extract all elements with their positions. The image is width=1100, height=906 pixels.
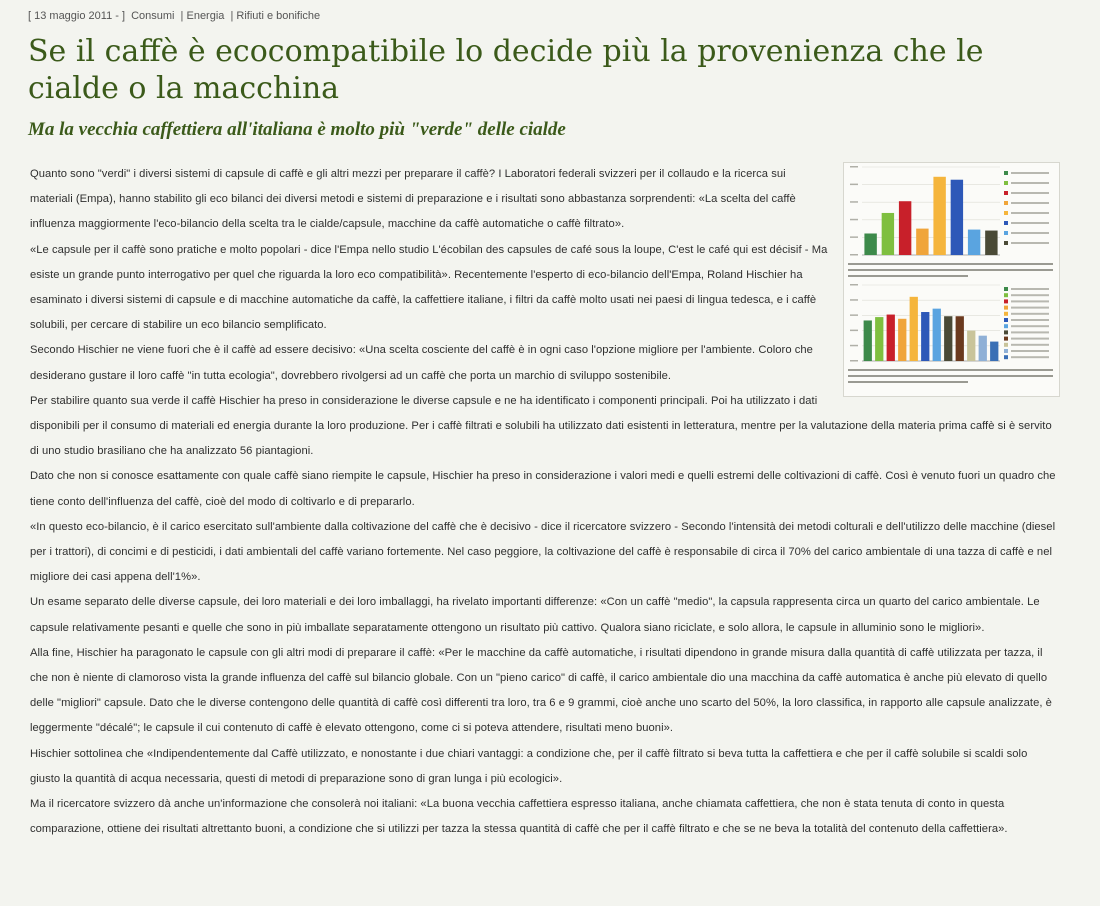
article-figure (843, 162, 1060, 397)
legend-swatch (1004, 231, 1008, 235)
paragraph: Hischier sottolinea che «Indipendentemente dal Caffè utilizzato, e nonostante i due chiari vantaggi: a condizione che, per il caffè filtrato si beva tutta la caffettiera e che per il caffè solubile si scaldi solo giusto la quantità di acqua necessaria, questi di metodi di preparazione sono di gran lunga i più ecologici». (30, 747, 1028, 785)
chart-bar (887, 315, 895, 361)
legend-swatch (1004, 306, 1008, 310)
legend-entry (1011, 344, 1049, 346)
chart-bar (899, 201, 911, 255)
chart-bar (968, 230, 980, 255)
category-link[interactable]: Consumi (131, 10, 175, 22)
legend-entry (1011, 319, 1049, 321)
legend-entry (1011, 242, 1049, 244)
paragraph: «Le capsule per il caffè sono pratiche e molto popolari - dice l'Empa nello studio L'écobilan des capsules de café sous la loupe, C'est le café qui est décisif - Ma esiste un grande punto interrogativo per quel che riguarda la loro eco compatibilità». Recentemente l'esperto di eco-bilancio dell'Empa, Roland Hischier ha esaminato i diversi sistemi di capsule e di macchine automatiche da caffè, la caffettiere italiane, i filtri da caffè molto usati nei paesi di lingua tedesca, e i caffè solubili, per cercare di stabilire un eco bilancio semplificato. (30, 243, 828, 332)
legend-swatch (1004, 337, 1008, 341)
legend-swatch (1004, 330, 1008, 334)
legend-entry (1011, 325, 1049, 327)
paragraph: Secondo Hischier ne viene fuori che è il caffè ad essere decisivo: «Una scelta cosciente del caffè è in ogni caso l'opzione migliore per l'ambiente. Coloro che desiderano gustare il loro caffè "in tutta ecologia", dovrebbero rivolgersi ad un caffè che porta un marchio di sviluppo sostenibile. (30, 344, 813, 382)
article-body (30, 162, 1060, 842)
legend-swatch (1004, 201, 1008, 205)
paragraph: «In questo eco-bilancio, è il carico esercitato sull'ambiente dalla coltivazione del caffè che è decisivo - dice il ricercatore svizzero - Secondo l'intensità dei metodi colturali e dell'utilizzo delle macchine (diesel per i trattori), di concimi e di pesticidi, i dati ambientali del caffè variano fortemente. Nel caso peggiore, la coltivazione del caffè è responsabile di circa il 70% del carico ambientale di una tazza di caffè e nel migliore dei casi appena dell'1%». (30, 520, 1056, 584)
chart-bar (882, 213, 894, 255)
paragraph: Dato che non si conosce esattamente con quale caffè siano riempite le capsule, Hischier ha preso in considerazione i valori medi e quelli estremi delle coltivazioni di caffè. Così è venuto fuori un quadro che tiene conto dell'influenza del caffè, cioè del modo di coltivarlo e di prepararlo. (30, 470, 1056, 508)
chart-bar (967, 331, 975, 361)
figure-caption-line (848, 369, 1053, 371)
y-tick-label (850, 219, 858, 221)
legend-swatch (1004, 287, 1008, 291)
legend-entry (1011, 331, 1049, 333)
chart-bar (916, 229, 928, 255)
legend-entry (1011, 222, 1049, 224)
chart-bar (979, 336, 987, 361)
figure-caption-line (848, 269, 1053, 271)
legend-entry (1011, 212, 1049, 214)
y-tick-label (850, 236, 858, 238)
legend-entry (1011, 192, 1049, 194)
chart-bar (951, 180, 963, 255)
paragraph: Per stabilire quanto sua verde il caffè Hischier ha preso in considerazione le diverse capsule e ne ha identificato i componenti principali. Poi ha utilizzato i dati disponibili per il consumo di materiali ed energia durante la loro produzione. Per i caffè filtrati e solubili ha utilizzato dati esistenti in letteratura, mentre per la valutazione della materia prima caffè si è servito di uno studio brasiliano che ha analizzato 56 piantagioni. (30, 394, 1052, 458)
legend-swatch (1004, 241, 1008, 245)
legend-entry (1011, 307, 1049, 309)
article-meta: [ 13 maggio 2011 - ] Consumi | Energia | Rifiuti e bonifiche (28, 10, 321, 22)
category-link[interactable]: Rifiuti e bonifiche (236, 10, 321, 22)
legend-entry (1011, 232, 1049, 234)
paragraph: Ma il ricercatore svizzero dà anche un'informazione che consolerà noi italiani: «La buona vecchia caffettiera espresso italiana, anche chiamata caffettiera, che non è stata tenuta di conto in questa comparazione, ottiene dei risultati altrettanto buoni, a condizione che si utilizzi per tazza la stessa quantità di caffè che per il caffè filtrato e che se ne beva la totalità del contenuto della caffettiera». (30, 798, 1008, 836)
legend-swatch (1004, 299, 1008, 303)
paragraph: Quanto sono "verdi" i diversi sistemi di capsule di caffè e gli altri mezzi per preparare il caffè? I Laboratori federali svizzeri per il collaudo e la ricerca sui materiali (Empa), hanno stabilito gli eco bilanci dei diversi metodi e sistemi di preparazione e i risultati sono abbastanza sorprendenti: «La scelta del caffè influenza maggiormente l'eco-bilancio della scelta tra le cialde/capsule, macchine da caffè automatiche o caffè filtrato». (30, 168, 796, 231)
y-tick-label (850, 345, 858, 347)
paragraph: Un esame separato delle diverse capsule, dei loro materiali e dei loro imballaggi, ha rivelato importanti differenze: «Con un caffè "medio", la capsula rappresenta circa un quarto del carico ambientale. Le capsule relativamente pesanti e quelle che sono in più imballate separatamente ottengono un risultato più cattivo. Qualora siano riciclate, e solo allora, le capsule in alluminio sono le migliori». (30, 596, 1040, 634)
chart-bar (933, 177, 945, 255)
chart-bar (990, 342, 998, 361)
legend-swatch (1004, 324, 1008, 328)
legend-entry (1011, 313, 1049, 315)
legend-swatch (1004, 349, 1008, 353)
legend-entry (1011, 172, 1049, 174)
y-tick-label (850, 184, 858, 186)
chart-bar (956, 316, 964, 361)
figure-caption-line (848, 263, 1053, 265)
legend-swatch (1004, 312, 1008, 316)
y-tick-label (850, 360, 858, 362)
chart-bar (933, 309, 941, 361)
legend-swatch (1004, 221, 1008, 225)
legend-swatch (1004, 293, 1008, 297)
y-tick-label (850, 314, 858, 316)
figure-caption-line (848, 275, 968, 277)
legend-swatch (1004, 318, 1008, 322)
article-date: [ 13 maggio 2011 - ] (28, 10, 126, 22)
y-tick-label (850, 201, 858, 203)
figure-charts (844, 163, 1059, 396)
chart-bar (944, 316, 952, 361)
chart-bar (921, 312, 929, 361)
legend-entry (1011, 288, 1049, 290)
article-title: Se il caffè è ecocompatibile lo decide più la provenienza che le cialde o la macchina (28, 34, 984, 106)
y-tick-label (850, 254, 858, 256)
chart-bar (985, 231, 997, 255)
legend-entry (1011, 202, 1049, 204)
legend-entry (1011, 356, 1049, 358)
figure-caption-line (848, 381, 968, 383)
legend-swatch (1004, 343, 1008, 347)
legend-entry (1011, 300, 1049, 302)
legend-entry (1011, 350, 1049, 352)
chart-bar (898, 319, 906, 361)
legend-swatch (1004, 211, 1008, 215)
figure-caption-line (848, 375, 1053, 377)
paragraph: Alla fine, Hischier ha paragonato le capsule con gli altri modi di preparare il caffè: «Per le macchine da caffè automatiche, i risultati dipendono in grande misura dalla quantità di caffè utilizzata per tazza, il che non è niente di clamoroso vista la grande influenza del caffè sul bilancio globale. Con un "pieno carico" di caffè, il carico ambientale dio una macchina da caffè automatica è anche più elevato di quello delle "migliori" capsule. Dato che le diverse contengono delle quantità di caffè così differenti tra loro, tra 6 e 9 grammi, cioè anche uno scarto del 50%, la loro classifica, in rapporto alle capsule analizzate, è leggermente "décalé"; le capsule il cui contenuto di caffè è elevato ottengono, come ci si poteva attendere, risultati meno buoni». (30, 646, 1052, 735)
category-link[interactable]: Energia (186, 10, 225, 22)
legend-entry (1011, 182, 1049, 184)
chart-bar (864, 320, 872, 361)
y-tick-label (850, 166, 858, 168)
legend-swatch (1004, 171, 1008, 175)
legend-entry (1011, 294, 1049, 296)
legend-swatch (1004, 191, 1008, 195)
chart-bar (875, 317, 883, 361)
legend-swatch (1004, 181, 1008, 185)
article-subtitle: Ma la vecchia caffettiera all'italiana è molto più "verde" delle cialde (28, 119, 566, 140)
legend-swatch (1004, 355, 1008, 359)
legend-entry (1011, 338, 1049, 340)
chart-bar (864, 233, 876, 255)
y-tick-label (850, 330, 858, 332)
y-tick-label (850, 284, 858, 286)
y-tick-label (850, 299, 858, 301)
chart-bar (910, 297, 918, 361)
